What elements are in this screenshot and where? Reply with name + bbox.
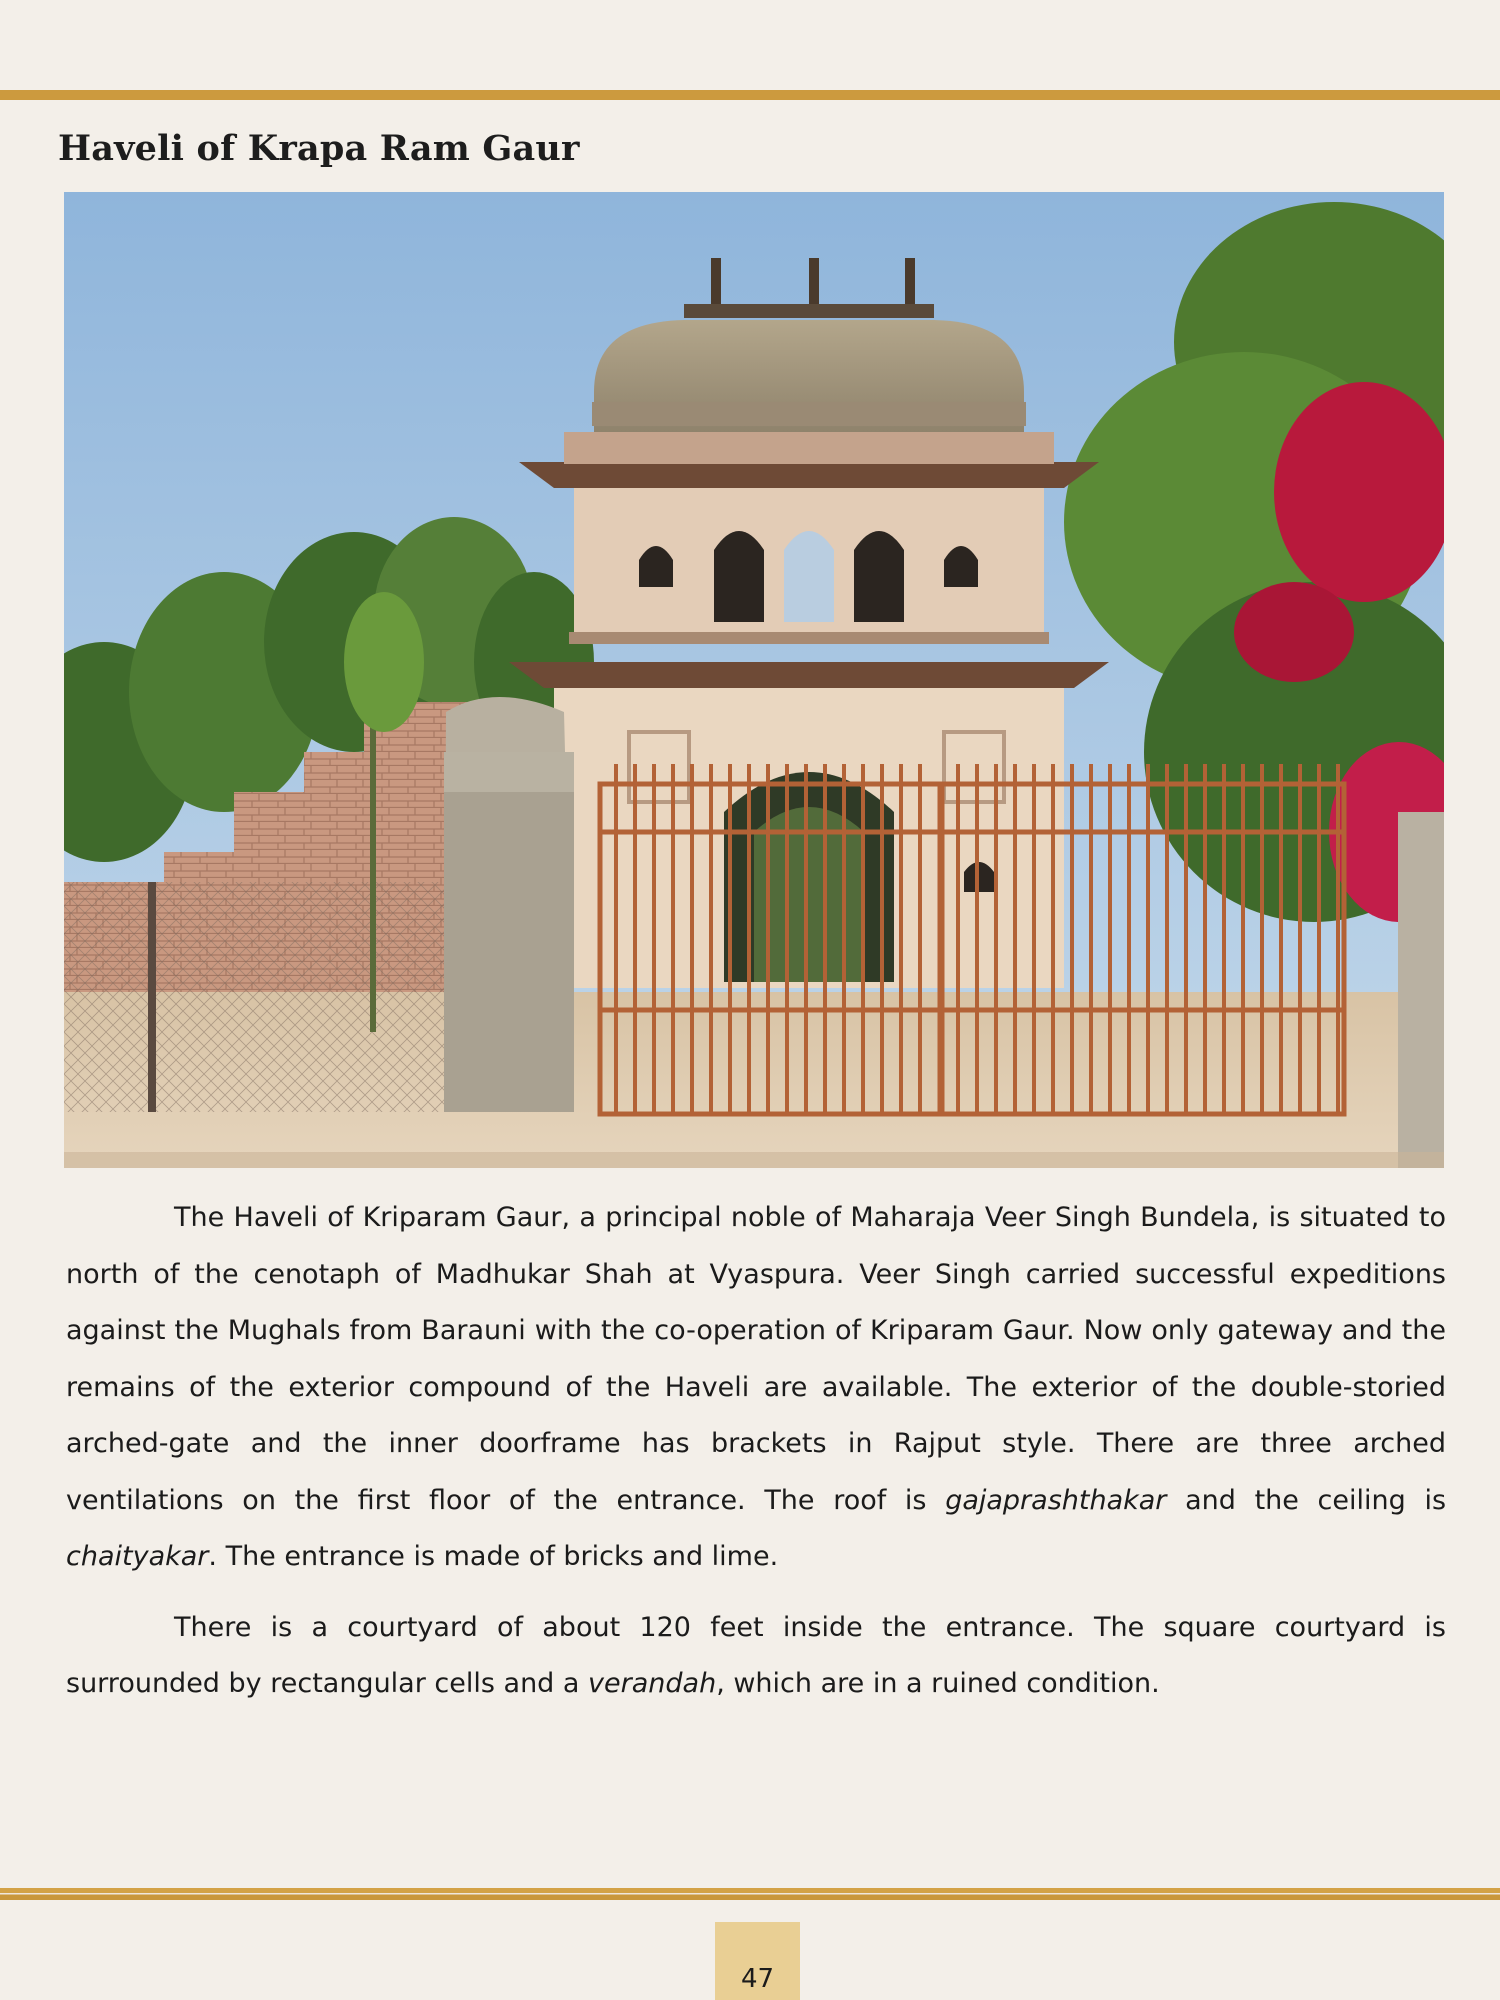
top-rule bbox=[0, 90, 1500, 100]
p1-term-gajaprashthakar: gajaprashthakar bbox=[945, 1484, 1167, 1516]
p1-text-c: . The entrance is made of bricks and lime. bbox=[208, 1541, 779, 1572]
page-number-box bbox=[715, 1922, 800, 2000]
page-number: 47 bbox=[740, 1964, 775, 1994]
p1-text-a: The Haveli of Kriparam Gaur, a principal noble of Maharaja Veer Singh Bundela, is situated to north of the cenotaph of Madhukar Shah at Vyaspura. Veer Singh carried successful expeditions against the Mughals from Barauni with the co-operation of Kriparam Gaur. Now only gateway and the remains of the exterior compound of the Haveli are available. The exterior of the double-storied arched-gate and the inner doorframe has brackets in Rajput style. There are three arched ventilations on the first floor of the entrance. The roof is bbox=[66, 1202, 1446, 1516]
body-text bbox=[66, 1190, 1446, 1713]
bottom-rule bbox=[0, 1888, 1500, 1900]
page-title: Haveli of Krapa Ram Gaur bbox=[58, 128, 580, 169]
p2-text-b: , which are in a ruined condition. bbox=[716, 1668, 1160, 1699]
p2-text-a: There is a courtyard of about 120 feet inside the entrance. The square courtyard is surrounded by rectangular cells and a bbox=[66, 1611, 1446, 1699]
p1-term-chaityakar: chaityakar bbox=[66, 1541, 209, 1572]
haveli-gateway-photo bbox=[64, 192, 1444, 1168]
p1-text-b: and the ceiling is bbox=[1166, 1484, 1447, 1516]
paragraph-1 bbox=[66, 1190, 1446, 1586]
paragraph-2 bbox=[66, 1600, 1446, 1713]
p2-term-verandah: verandah bbox=[588, 1668, 717, 1699]
